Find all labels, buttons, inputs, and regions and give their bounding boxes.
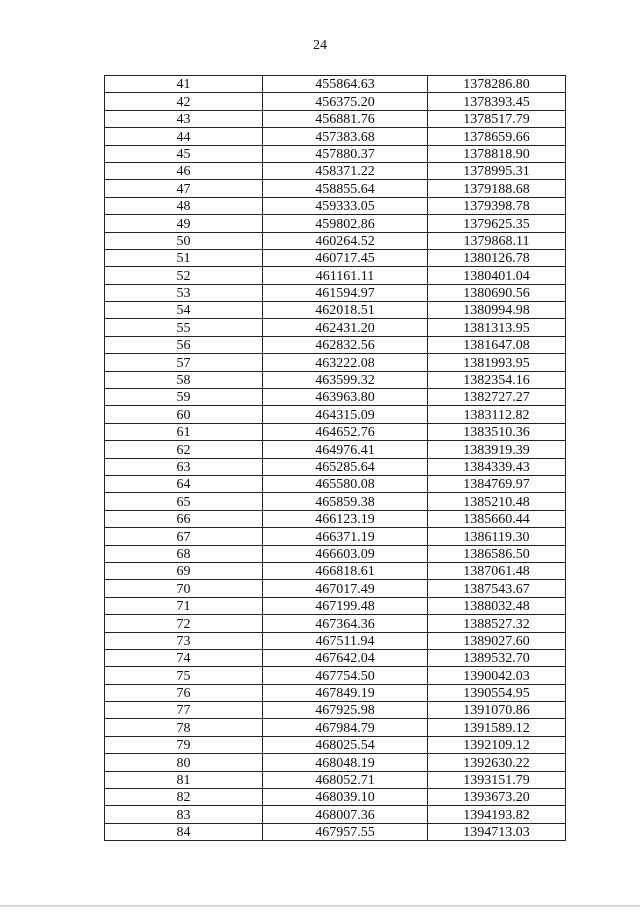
point-number-cell: 63 <box>105 458 263 475</box>
y-coordinate-cell: 1378286.80 <box>428 76 566 93</box>
x-coordinate-cell: 465285.64 <box>263 458 428 475</box>
table-row <box>105 632 566 649</box>
x-coordinate-cell: 464976.41 <box>263 441 428 458</box>
point-number-cell: 72 <box>105 615 263 632</box>
table-row <box>105 197 566 214</box>
table-row <box>105 736 566 753</box>
y-coordinate-cell: 1387061.48 <box>428 562 566 579</box>
x-coordinate-cell: 466603.09 <box>263 545 428 562</box>
point-number-cell: 78 <box>105 719 263 736</box>
x-coordinate-cell: 465580.08 <box>263 475 428 492</box>
point-number-cell: 76 <box>105 684 263 701</box>
y-coordinate-cell: 1384339.43 <box>428 458 566 475</box>
table-row <box>105 615 566 632</box>
point-number-cell: 57 <box>105 354 263 371</box>
table-row <box>105 406 566 423</box>
table-row <box>105 336 566 353</box>
x-coordinate-cell: 464652.76 <box>263 423 428 440</box>
y-coordinate-cell: 1378517.79 <box>428 110 566 127</box>
point-number-cell: 56 <box>105 336 263 353</box>
point-number-cell: 61 <box>105 423 263 440</box>
point-number-cell: 41 <box>105 76 263 93</box>
table-row <box>105 771 566 788</box>
table-row <box>105 580 566 597</box>
table-row <box>105 545 566 562</box>
point-number-cell: 49 <box>105 215 263 232</box>
point-number-cell: 47 <box>105 180 263 197</box>
y-coordinate-cell: 1392109.12 <box>428 736 566 753</box>
table-row <box>105 423 566 440</box>
table-row <box>105 719 566 736</box>
point-number-cell: 43 <box>105 110 263 127</box>
x-coordinate-cell: 468052.71 <box>263 771 428 788</box>
table-row <box>105 597 566 614</box>
point-number-cell: 64 <box>105 475 263 492</box>
table-row <box>105 667 566 684</box>
point-number-cell: 46 <box>105 162 263 179</box>
y-coordinate-cell: 1380690.56 <box>428 284 566 301</box>
x-coordinate-cell: 466123.19 <box>263 510 428 527</box>
table-row <box>105 754 566 771</box>
table-row <box>105 215 566 232</box>
table-row <box>105 93 566 110</box>
x-coordinate-cell: 467849.19 <box>263 684 428 701</box>
x-coordinate-cell: 467957.55 <box>263 823 428 840</box>
point-number-cell: 84 <box>105 823 263 840</box>
y-coordinate-cell: 1381313.95 <box>428 319 566 336</box>
table-row <box>105 493 566 510</box>
y-coordinate-cell: 1382727.27 <box>428 389 566 406</box>
point-number-cell: 53 <box>105 284 263 301</box>
point-number-cell: 59 <box>105 389 263 406</box>
point-number-cell: 71 <box>105 597 263 614</box>
y-coordinate-cell: 1384769.97 <box>428 475 566 492</box>
y-coordinate-cell: 1390042.03 <box>428 667 566 684</box>
x-coordinate-cell: 467364.36 <box>263 615 428 632</box>
y-coordinate-cell: 1388032.48 <box>428 597 566 614</box>
x-coordinate-cell: 466371.19 <box>263 528 428 545</box>
y-coordinate-cell: 1378393.45 <box>428 93 566 110</box>
point-number-cell: 65 <box>105 493 263 510</box>
x-coordinate-cell: 462431.20 <box>263 319 428 336</box>
x-coordinate-cell: 456375.20 <box>263 93 428 110</box>
y-coordinate-cell: 1379868.11 <box>428 232 566 249</box>
y-coordinate-cell: 1393673.20 <box>428 789 566 806</box>
table-row <box>105 267 566 284</box>
table-row <box>105 649 566 666</box>
y-coordinate-cell: 1380994.98 <box>428 302 566 319</box>
x-coordinate-cell: 457880.37 <box>263 145 428 162</box>
y-coordinate-cell: 1380401.04 <box>428 267 566 284</box>
table-row <box>105 823 566 840</box>
table-row <box>105 389 566 406</box>
y-coordinate-cell: 1386586.50 <box>428 545 566 562</box>
scan-edge-line <box>0 905 640 907</box>
point-number-cell: 73 <box>105 632 263 649</box>
point-number-cell: 66 <box>105 510 263 527</box>
x-coordinate-cell: 456881.76 <box>263 110 428 127</box>
table-row <box>105 249 566 266</box>
x-coordinate-cell: 468048.19 <box>263 754 428 771</box>
table-row <box>105 510 566 527</box>
y-coordinate-cell: 1391589.12 <box>428 719 566 736</box>
y-coordinate-cell: 1388527.32 <box>428 615 566 632</box>
point-number-cell: 83 <box>105 806 263 823</box>
point-number-cell: 81 <box>105 771 263 788</box>
x-coordinate-cell: 466818.61 <box>263 562 428 579</box>
y-coordinate-cell: 1386119.30 <box>428 528 566 545</box>
x-coordinate-cell: 465859.38 <box>263 493 428 510</box>
table-row <box>105 128 566 145</box>
point-number-cell: 82 <box>105 789 263 806</box>
table-row <box>105 441 566 458</box>
x-coordinate-cell: 458855.64 <box>263 180 428 197</box>
y-coordinate-cell: 1383919.39 <box>428 441 566 458</box>
point-number-cell: 54 <box>105 302 263 319</box>
table-row <box>105 528 566 545</box>
y-coordinate-cell: 1383510.36 <box>428 423 566 440</box>
table-row <box>105 162 566 179</box>
point-number-cell: 68 <box>105 545 263 562</box>
x-coordinate-cell: 455864.63 <box>263 76 428 93</box>
table-row <box>105 702 566 719</box>
y-coordinate-cell: 1385660.44 <box>428 510 566 527</box>
point-number-cell: 77 <box>105 702 263 719</box>
x-coordinate-cell: 467925.98 <box>263 702 428 719</box>
point-number-cell: 48 <box>105 197 263 214</box>
table-row <box>105 76 566 93</box>
table-row <box>105 302 566 319</box>
x-coordinate-cell: 468007.36 <box>263 806 428 823</box>
point-number-cell: 79 <box>105 736 263 753</box>
table-row <box>105 475 566 492</box>
y-coordinate-cell: 1379398.78 <box>428 197 566 214</box>
coordinates-table-body <box>105 76 566 841</box>
point-number-cell: 52 <box>105 267 263 284</box>
y-coordinate-cell: 1381647.08 <box>428 336 566 353</box>
table-row <box>105 354 566 371</box>
table-row <box>105 371 566 388</box>
x-coordinate-cell: 458371.22 <box>263 162 428 179</box>
y-coordinate-cell: 1378995.31 <box>428 162 566 179</box>
coordinates-table <box>104 75 566 841</box>
y-coordinate-cell: 1380126.78 <box>428 249 566 266</box>
y-coordinate-cell: 1391070.86 <box>428 702 566 719</box>
y-coordinate-cell: 1390554.95 <box>428 684 566 701</box>
point-number-cell: 51 <box>105 249 263 266</box>
table-row <box>105 806 566 823</box>
x-coordinate-cell: 463222.08 <box>263 354 428 371</box>
point-number-cell: 60 <box>105 406 263 423</box>
y-coordinate-cell: 1379188.68 <box>428 180 566 197</box>
point-number-cell: 62 <box>105 441 263 458</box>
y-coordinate-cell: 1389027.60 <box>428 632 566 649</box>
x-coordinate-cell: 461594.97 <box>263 284 428 301</box>
point-number-cell: 55 <box>105 319 263 336</box>
y-coordinate-cell: 1394713.03 <box>428 823 566 840</box>
x-coordinate-cell: 462832.56 <box>263 336 428 353</box>
table-row <box>105 232 566 249</box>
y-coordinate-cell: 1378659.66 <box>428 128 566 145</box>
point-number-cell: 58 <box>105 371 263 388</box>
y-coordinate-cell: 1387543.67 <box>428 580 566 597</box>
x-coordinate-cell: 460717.45 <box>263 249 428 266</box>
y-coordinate-cell: 1385210.48 <box>428 493 566 510</box>
point-number-cell: 70 <box>105 580 263 597</box>
table-row <box>105 684 566 701</box>
point-number-cell: 44 <box>105 128 263 145</box>
x-coordinate-cell: 457383.68 <box>263 128 428 145</box>
x-coordinate-cell: 460264.52 <box>263 232 428 249</box>
x-coordinate-cell: 467642.04 <box>263 649 428 666</box>
y-coordinate-cell: 1389532.70 <box>428 649 566 666</box>
y-coordinate-cell: 1393151.79 <box>428 771 566 788</box>
point-number-cell: 50 <box>105 232 263 249</box>
x-coordinate-cell: 459802.86 <box>263 215 428 232</box>
x-coordinate-cell: 464315.09 <box>263 406 428 423</box>
table-row <box>105 458 566 475</box>
point-number-cell: 75 <box>105 667 263 684</box>
point-number-cell: 67 <box>105 528 263 545</box>
y-coordinate-cell: 1378818.90 <box>428 145 566 162</box>
table-row <box>105 562 566 579</box>
y-coordinate-cell: 1394193.82 <box>428 806 566 823</box>
x-coordinate-cell: 467511.94 <box>263 632 428 649</box>
x-coordinate-cell: 467984.79 <box>263 719 428 736</box>
page-number: 24 <box>313 38 327 53</box>
point-number-cell: 45 <box>105 145 263 162</box>
x-coordinate-cell: 467017.49 <box>263 580 428 597</box>
x-coordinate-cell: 468039.10 <box>263 789 428 806</box>
point-number-cell: 69 <box>105 562 263 579</box>
point-number-cell: 74 <box>105 649 263 666</box>
x-coordinate-cell: 461161.11 <box>263 267 428 284</box>
table-row <box>105 284 566 301</box>
x-coordinate-cell: 467199.48 <box>263 597 428 614</box>
y-coordinate-cell: 1381993.95 <box>428 354 566 371</box>
x-coordinate-cell: 459333.05 <box>263 197 428 214</box>
x-coordinate-cell: 463963.80 <box>263 389 428 406</box>
y-coordinate-cell: 1379625.35 <box>428 215 566 232</box>
point-number-cell: 42 <box>105 93 263 110</box>
table-row <box>105 180 566 197</box>
x-coordinate-cell: 462018.51 <box>263 302 428 319</box>
y-coordinate-cell: 1383112.82 <box>428 406 566 423</box>
y-coordinate-cell: 1392630.22 <box>428 754 566 771</box>
x-coordinate-cell: 463599.32 <box>263 371 428 388</box>
table-row <box>105 319 566 336</box>
y-coordinate-cell: 1382354.16 <box>428 371 566 388</box>
x-coordinate-cell: 467754.50 <box>263 667 428 684</box>
point-number-cell: 80 <box>105 754 263 771</box>
x-coordinate-cell: 468025.54 <box>263 736 428 753</box>
table-row <box>105 110 566 127</box>
table-row <box>105 145 566 162</box>
table-row <box>105 789 566 806</box>
